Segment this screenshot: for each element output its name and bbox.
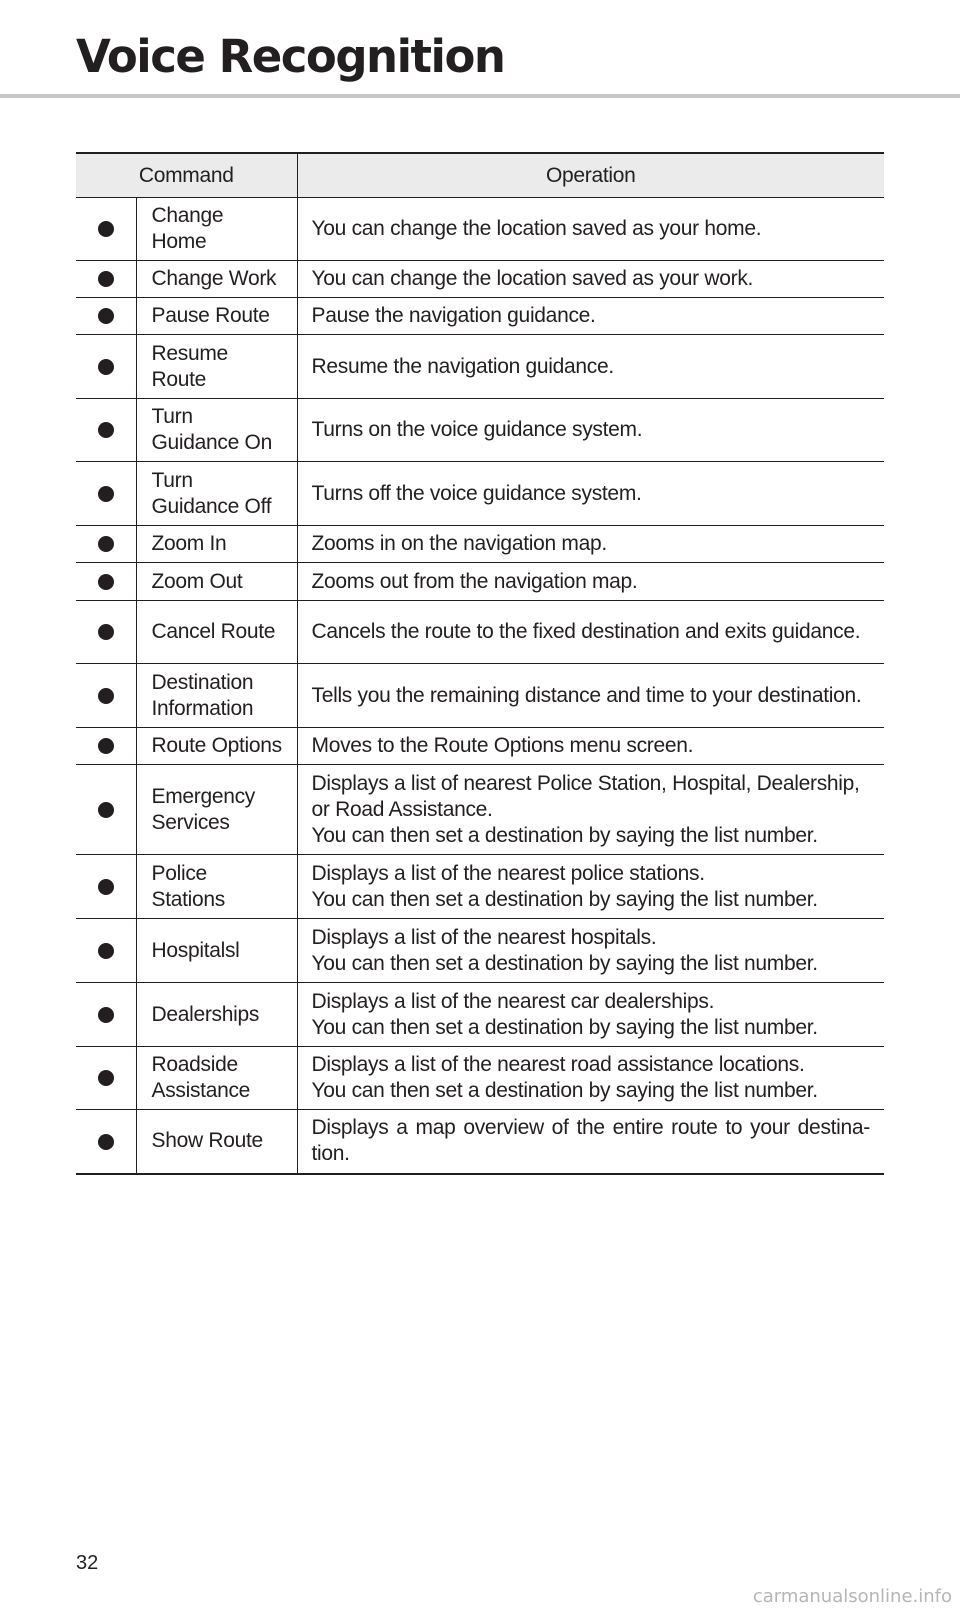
operation-text: Displays a map overview of the entire route to your destina-tion. [311, 1116, 870, 1166]
table-row [76, 919, 884, 983]
operation-cell [297, 919, 884, 983]
table-row [76, 1110, 884, 1174]
table-row [76, 855, 884, 919]
operation-cell [297, 462, 884, 526]
command-cell [136, 563, 297, 601]
table-row [76, 983, 884, 1047]
command-text: Stations [151, 887, 225, 911]
command-cell [136, 983, 297, 1047]
operation-text: Zooms in on the navigation map. [311, 532, 607, 555]
operation-text: Turns off the voice guidance system. [311, 481, 642, 505]
command-cell [136, 462, 297, 526]
operation-text: or Road Assistance. [311, 797, 493, 821]
bullet-icon [98, 359, 114, 375]
operation-text: Displays a list of nearest Police Station, Hospital, Dealership, [311, 771, 860, 795]
command-text: Route [151, 367, 207, 391]
operation-text: Displays a list of the nearest police stations. [311, 861, 705, 885]
command-text: Change Work [151, 267, 277, 290]
command-text: Assistance [151, 1079, 251, 1102]
watermark: carmanualsonline.info [752, 1586, 952, 1607]
command-text: Hospitalsl [151, 938, 240, 962]
operation-text: You can then set a destination by saying the list number. [311, 1079, 818, 1102]
table-row [76, 1047, 884, 1110]
bullet-icon [98, 802, 114, 818]
operation-cell [297, 526, 884, 563]
table-row [76, 728, 884, 765]
table-header-row [76, 153, 884, 198]
operation-text: Displays a list of the nearest hospitals. [311, 925, 657, 949]
command-cell [136, 664, 297, 728]
operation-cell [297, 198, 884, 261]
command-text: Roadside [151, 1053, 238, 1076]
bullet-icon [98, 308, 114, 324]
bullet-icon [98, 1070, 114, 1086]
command-text: Services [151, 810, 230, 834]
command-text: Show Route [151, 1129, 263, 1153]
operation-text: Zooms out from the navigation map. [311, 569, 638, 593]
voice-command-table [76, 152, 884, 1175]
bullet-icon [98, 624, 114, 640]
bullet-icon [98, 1007, 114, 1023]
command-cell [136, 261, 297, 298]
operation-text: You can change the location saved as your work. [311, 267, 754, 290]
bullet-icon [98, 738, 114, 754]
operation-text: Displays a list of the nearest car dealerships. [311, 989, 715, 1013]
table-row [76, 261, 884, 298]
command-column-header: Command [76, 153, 297, 198]
operation-cell [297, 298, 884, 335]
operation-text: Displays a list of the nearest road assistance locations. [311, 1053, 805, 1076]
command-cell [136, 728, 297, 765]
operation-text: You can then set a destination by saying the list number. [311, 1015, 818, 1039]
operation-column-header: Operation [297, 153, 884, 198]
command-text: Zoom Out [151, 569, 243, 593]
table-row [76, 765, 884, 855]
bullet-icon [98, 943, 114, 959]
command-cell [136, 198, 297, 261]
operation-cell [297, 765, 884, 855]
table-row [76, 462, 884, 526]
operation-text: You can then set a destination by saying the list number. [311, 951, 818, 975]
operation-text: Cancels the route to the fixed destination and exits guidance. [311, 620, 861, 643]
operation-cell [297, 983, 884, 1047]
command-text: Home [151, 230, 207, 253]
command-cell [136, 298, 297, 335]
bullet-icon [98, 688, 114, 704]
command-cell [136, 335, 297, 399]
operation-text: You can then set a destination by saying the list number. [311, 887, 818, 911]
operation-text: Resume the navigation guidance. [311, 354, 614, 378]
bullet-icon [98, 1134, 114, 1150]
title-divider [0, 94, 960, 98]
table-row [76, 335, 884, 399]
command-cell [136, 1110, 297, 1174]
operation-cell [297, 601, 884, 664]
command-cell [136, 765, 297, 855]
command-text: Turn [151, 468, 193, 492]
operation-text: You can change the location saved as your home. [311, 217, 762, 240]
operation-text: Turns on the voice guidance system. [311, 418, 643, 441]
command-cell [136, 526, 297, 563]
operation-text: You can then set a destination by saying the list number. [311, 823, 818, 847]
operation-cell [297, 728, 884, 765]
operation-cell [297, 1047, 884, 1110]
operation-cell [297, 855, 884, 919]
bullet-icon [98, 271, 114, 287]
command-text: Guidance Off [151, 494, 272, 518]
command-text: Dealerships [151, 1002, 260, 1026]
command-cell [136, 855, 297, 919]
command-text: Route Options [151, 734, 282, 757]
table-row [76, 298, 884, 335]
command-text: Cancel Route [151, 620, 276, 643]
bullet-icon [98, 422, 114, 438]
command-cell [136, 919, 297, 983]
operation-cell [297, 399, 884, 462]
bullet-icon [98, 879, 114, 895]
operation-cell [297, 261, 884, 298]
page-number: 32 [76, 1552, 99, 1574]
operation-text: Pause the navigation guidance. [311, 304, 596, 327]
table-row [76, 198, 884, 261]
bullet-icon [98, 574, 114, 590]
bullet-icon [98, 536, 114, 552]
page-title: Voice Recognition [76, 30, 505, 83]
command-text: Emergency [151, 784, 256, 808]
command-text: Pause Route [151, 304, 270, 327]
command-cell [136, 601, 297, 664]
command-text: Guidance On [151, 431, 272, 454]
command-text: Zoom In [151, 532, 227, 555]
bullet-icon [98, 221, 114, 237]
table-row [76, 563, 884, 601]
table-row [76, 601, 884, 664]
table-row [76, 664, 884, 728]
command-text: Police [151, 861, 207, 885]
operation-cell [297, 664, 884, 728]
operation-cell [297, 563, 884, 601]
command-text: Destination [151, 670, 254, 694]
command-cell [136, 399, 297, 462]
operation-text: Moves to the Route Options menu screen. [311, 734, 694, 757]
table-row [76, 399, 884, 462]
operation-text: Tells you the remaining distance and time to your destination. [311, 683, 862, 707]
command-text: Information [151, 696, 254, 720]
command-text: Turn [151, 405, 193, 428]
bullet-icon [98, 486, 114, 502]
operation-cell [297, 1110, 884, 1174]
command-text: Change [151, 204, 224, 227]
command-cell [136, 1047, 297, 1110]
table-row [76, 526, 884, 563]
operation-cell [297, 335, 884, 399]
command-text: Resume [151, 341, 228, 365]
